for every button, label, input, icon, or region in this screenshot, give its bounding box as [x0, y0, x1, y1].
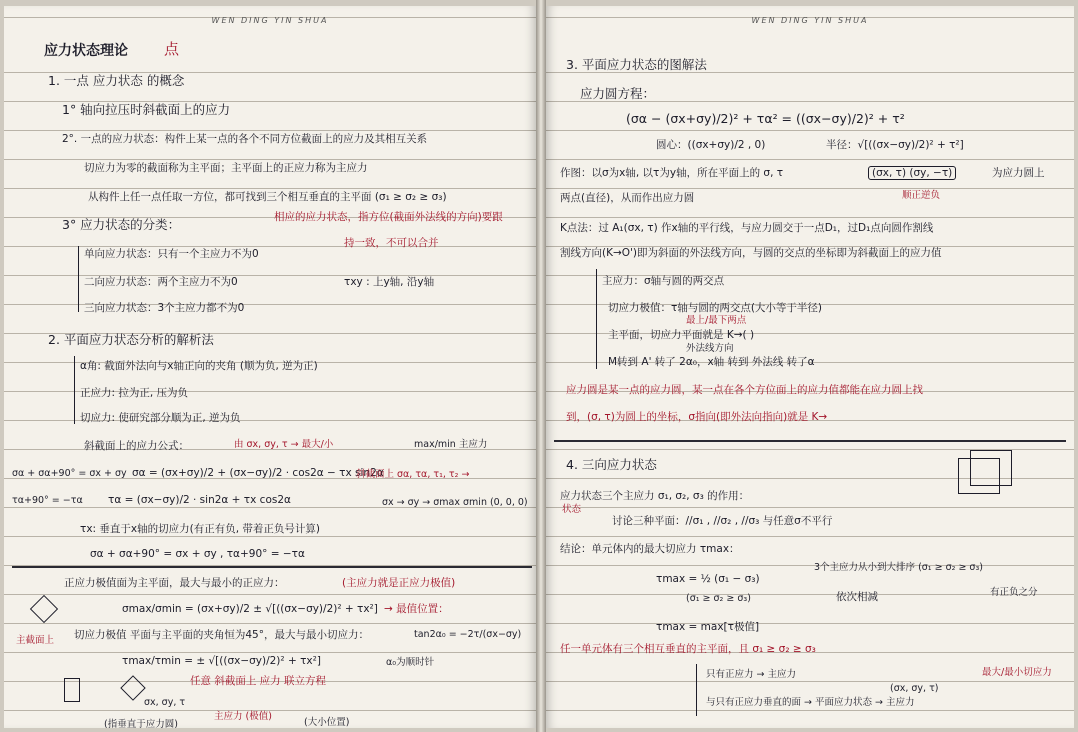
formula: 圆心：((σx+σy)/2 , 0)	[656, 139, 766, 151]
note-line: M转到 A' 转了 2α₀，x轴 转到 外法线 转了α	[608, 356, 815, 368]
red-annotation: 由 σx, σy, τ → 最大/小	[234, 439, 334, 450]
formula: σx, σy, τ	[144, 697, 186, 708]
red-annotation: 应力圆是某一点的应力圆，某一点在各个方位面上的应力值都能在应力圆上找	[566, 384, 923, 396]
note-line: α角: 截面外法向与x轴正向的夹角 (顺为负, 逆为正)	[80, 360, 318, 372]
formula: (σ₁ ≥ σ₂ ≥ σ₃)	[686, 593, 751, 604]
section-heading: 4. 三向应力状态	[566, 457, 657, 472]
note-line: 正应力极值面为主平面，最大与最小的正应力：	[64, 577, 285, 589]
note-line: 应力圆方程：	[580, 86, 656, 101]
note-line: (指垂直于应力圆)	[104, 719, 178, 728]
red-annotation: 到，(σ, τ)为圆上的坐标，σ指向(即外法向指向)就是 K→	[566, 411, 828, 423]
formula: τmax/τmin = ± √[((σx−σy)/2)² + τx²]	[122, 655, 321, 667]
formula: σmax/σmin = (σx+σy)/2 ± √[((σx−σy)/2)² + τx²]	[122, 603, 378, 615]
brace	[74, 356, 75, 424]
element-diagram	[30, 595, 58, 623]
right-page	[546, 6, 1074, 728]
red-annotation: 主截面上	[16, 635, 55, 646]
note-line: 切应力: 使研究部分顺为正, 逆为负	[80, 412, 241, 424]
note-line: (大小位置)	[304, 717, 350, 728]
note-line: 三向应力状态：3个主应力都不为0	[84, 302, 245, 314]
note-line: 与只有正应力垂直的面 → 平面应力状态 → 主应力	[706, 697, 915, 708]
note-line: 切应力极值：τ轴与圆的两交点(大小等于半径)	[608, 302, 823, 314]
note-line: 为应力圆上	[992, 167, 1045, 179]
red-annotation: 状态	[562, 504, 582, 515]
red-annotation: 主应力 (极值)	[214, 711, 272, 722]
red-annotation: 相应的应力状态，指方位(截面外法线的方向)要跟	[274, 211, 503, 223]
note-line: 二向应力状态：两个主应力不为0	[84, 276, 238, 288]
page-title: 应力状态理论	[44, 43, 128, 59]
note-line: 有正负之分	[990, 587, 1038, 598]
book-gutter	[536, 0, 546, 732]
divider	[12, 566, 532, 568]
section-heading: 2. 平面应力状态分析的解析法	[48, 332, 214, 347]
red-annotation: 斜截面上 σα, τα, τ₁, τ₂ →	[356, 469, 470, 480]
formula: σx → σy → σmax σmin (0, 0, 0)	[382, 497, 528, 508]
note-line: 结论：单元体内的最大切应力 τmax：	[560, 543, 740, 555]
note-line: α₀为顺时针	[386, 657, 435, 668]
note-line: 切应力为零的截面称为主平面；主平面上的正应力称为主应力	[84, 162, 368, 174]
page-header: WEN DING YIN SHUA	[211, 16, 329, 25]
formula: σα + σα+90° = σx + σy , τα+90° = −τα	[90, 548, 305, 560]
note-line: 单向应力状态：只有一个主应力不为0	[84, 248, 259, 260]
red-annotation: 最大/最小切应力	[982, 667, 1052, 678]
formula: σα + σα+90° = σx + σy	[12, 468, 127, 479]
red-annotation: 任意 斜截面上 应力 联立方程	[190, 675, 327, 687]
note-line: max/min 主应力	[414, 439, 488, 450]
note-line: 依次相减	[836, 591, 878, 603]
note-line: 主平面，切应力平面就是 K→( )	[608, 329, 755, 341]
red-annotation: → 最值位置：	[384, 603, 449, 615]
formula: τα = (σx−σy)/2 · sin2α + τx cos2α	[108, 494, 291, 506]
note-line: 割线方向(K→O')即为斜面的外法线方向，与圆的交点的坐标即为斜截面上的应力值	[560, 247, 942, 259]
note-line: 只有正应力 → 主应力	[706, 669, 796, 680]
left-page	[4, 6, 536, 728]
red-annotation: 任一单元体有三个相互垂直的主平面，且 σ₁ ≥ σ₂ ≥ σ₃	[560, 643, 816, 655]
section-heading: 3. 平面应力状态的图解法	[566, 57, 707, 72]
element-diagram	[64, 678, 80, 702]
formula: (σx, σy, τ)	[890, 683, 939, 694]
note-line: 从构件上任一点任取一方位，都可找到三个相互垂直的主平面 (σ₁ ≥ σ₂ ≥ σ₃)	[88, 191, 447, 203]
formula: tan2α₀ = −2τ/(σx−σy)	[414, 629, 522, 640]
note-line: 外法线方向	[686, 343, 734, 354]
title-mark: 点	[164, 40, 180, 58]
formula: τmax = ½ (σ₁ − σ₃)	[656, 573, 760, 585]
boxed-term: (σx, τ) (σy, −τ)	[868, 166, 956, 180]
red-annotation: 顺正逆负	[902, 190, 941, 201]
note-line: 主应力：σ轴与圆的两交点	[602, 275, 725, 287]
cube-diagram	[970, 450, 1012, 486]
note-line: τx: 垂直于x轴的切应力(有正有负, 带着正负号计算)	[80, 523, 320, 535]
formula: τα+90° = −τα	[12, 495, 83, 506]
note-line: τxy : 上y轴, 沿y轴	[344, 276, 435, 288]
note-line: 切应力极值 平面与主平面的夹角恒为45°，最大与最小切应力：	[74, 629, 369, 641]
note-line: 1° 轴向拉压时斜截面上的应力	[62, 102, 231, 117]
red-annotation: (主应力就是正应力极值)	[342, 577, 456, 589]
formula: 半径：√[((σx−σy)/2)² + τ²]	[826, 139, 964, 151]
note-line: 正应力: 拉为正, 压为负	[80, 387, 189, 399]
note-line: 两点(直径)，从而作出应力圆	[560, 192, 695, 204]
note-line: K点法：过 A₁(σx, τ) 作x轴的平行线，与应力圆交于一点D₁，过D₁点向圆作割线	[560, 222, 934, 234]
note-line: 2°. 一点的应力状态：构件上某一点的各个不同方位截面上的应力及其相互关系	[62, 133, 428, 145]
note-line: 斜截面上的应力公式：	[84, 440, 189, 452]
formula: (σα − (σx+σy)/2)² + τα² = ((σx−σy)/2)² + τ²	[626, 111, 905, 126]
section-heading: 1. 一点 应力状态 的概念	[48, 73, 185, 88]
brace	[78, 246, 79, 312]
note-line: 应力状态三个主应力 σ₁, σ₂, σ₃ 的作用：	[560, 490, 750, 502]
formula: τmax = max[τ极值]	[656, 621, 760, 633]
red-annotation: 最上/最下两点	[686, 315, 747, 326]
note-line: 3个主应力从小到大排序 (σ₁ ≥ σ₂ ≥ σ₃)	[814, 562, 983, 573]
element-diagram	[120, 675, 145, 700]
brace	[696, 664, 697, 716]
divider	[554, 440, 1066, 442]
note-line: 3° 应力状态的分类：	[62, 217, 181, 232]
note-line: 作图：以σ为x轴, 以τ为y轴，所在平面上的 σ, τ	[560, 167, 784, 179]
brace	[596, 269, 597, 369]
page-header: WEN DING YIN SHUA	[751, 16, 869, 25]
formula: σα = (σx+σy)/2 + (σx−σy)/2 · cos2α − τx sin2α	[132, 467, 384, 479]
red-annotation: 持一致，不可以合并	[344, 237, 439, 249]
note-line: 讨论三种平面：//σ₁ , //σ₂ , //σ₃ 与任意σ不平行	[612, 515, 833, 527]
